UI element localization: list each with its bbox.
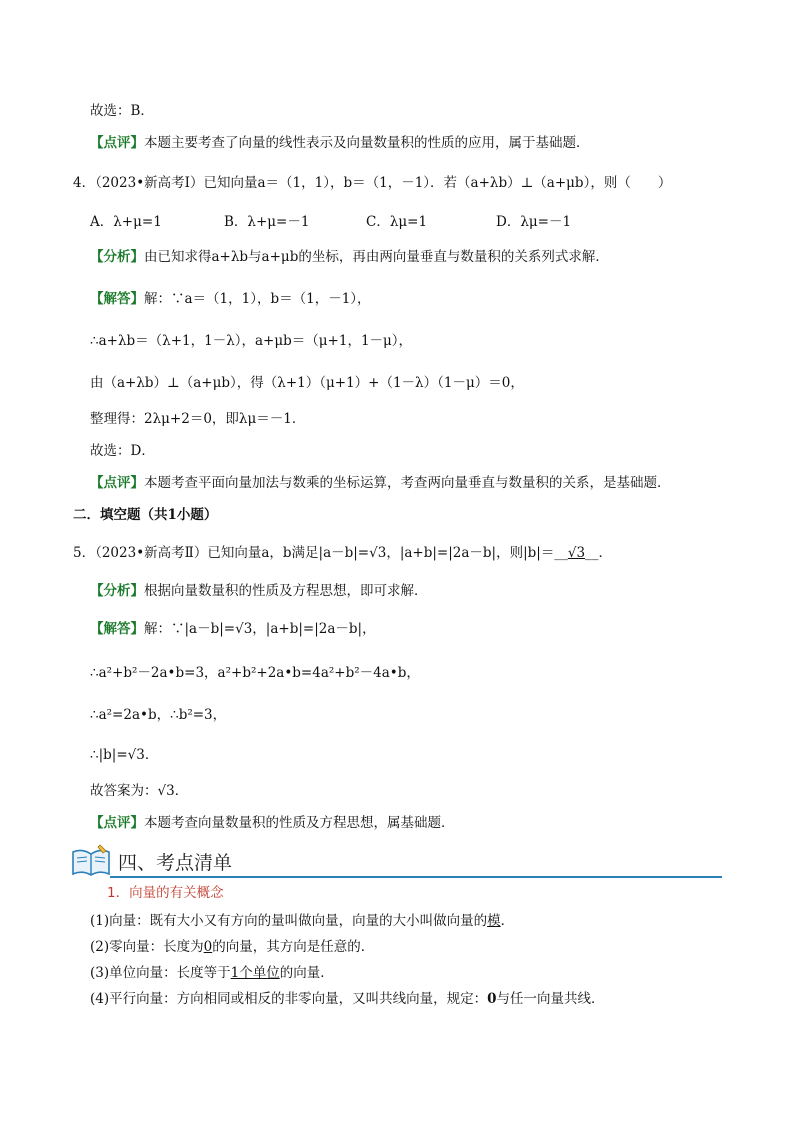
concept-keyword: 1个单位 xyxy=(230,965,280,981)
comment-label: 【点评】 xyxy=(90,475,144,491)
q4-solution-1 xyxy=(90,290,371,308)
concept-keyword: 0 xyxy=(203,939,213,955)
analysis-text: 根据向量数量积的性质及方程思想，即可求解． xyxy=(144,583,428,599)
concept-heading: 1．向量的有关概念 xyxy=(107,885,224,901)
q4-solution-4: 整理得：2λμ+2＝0，即λμ＝－1． xyxy=(90,411,306,427)
section-4-title: 四、考点清单 xyxy=(118,852,233,874)
q3-comment xyxy=(90,134,590,152)
comment-label: 【点评】 xyxy=(90,135,144,151)
concept-keyword: 0 xyxy=(487,991,497,1007)
q5-solution-1 xyxy=(90,620,376,638)
concept-suffix: 的向量，其方向是任意的． xyxy=(212,939,375,955)
comment-text: 本题考查向量数量积的性质及方程思想，属基础题． xyxy=(144,815,455,831)
concept-prefix: (2)零向量：长度为 xyxy=(90,939,204,955)
concept-suffix: ． xyxy=(500,913,515,929)
concept-prefix: (3)单位向量：长度等于 xyxy=(90,965,231,981)
concept-suffix: 的向量． xyxy=(279,965,334,981)
concept-suffix: 与任一向量共线． xyxy=(496,991,605,1007)
q5-stem-text: 5．（2023•新高考Ⅱ）已知向量a，b满足|a－b|=√3，|a+b|=|2a－b|，则|b|＝ xyxy=(73,545,555,561)
q4-option-c: C．λμ=1 xyxy=(366,214,428,230)
concept-item-1 xyxy=(90,912,514,930)
q5-stem-end: ． xyxy=(598,545,613,561)
q4-solution-2: ∴a+λb＝（λ+1，1－λ），a+μb＝（μ+1，1－μ）， xyxy=(90,333,413,349)
concept-item-4 xyxy=(90,990,605,1008)
q4-comment xyxy=(90,474,671,492)
analysis-label: 【分析】 xyxy=(90,249,144,265)
q5-solution-4: ∴|b|=√3． xyxy=(90,747,159,763)
q4-conclusion: 故选：D． xyxy=(90,443,155,459)
comment-label: 【点评】 xyxy=(90,815,144,831)
analysis-text: 由已知求得a+λb与a+μb的坐标，再由两向量垂直与数量积的关系列式求解． xyxy=(144,249,609,265)
q5-stem: 5．（2023•新高考Ⅱ）已知向量a，b满足|a－b|=√3，|a+b|=|2a－b|，则|b|＝__√3__． xyxy=(73,545,613,561)
q4-option-b: B．λ+μ=－1 xyxy=(224,214,310,230)
q5-comment xyxy=(90,814,455,832)
concept-prefix: (1)向量：既有大小又有方向的量叫做向量，向量的大小叫做向量的 xyxy=(90,913,488,929)
q4-analysis xyxy=(90,248,609,266)
solution-text: 解：∵|a－b|=√3，|a+b|=|2a－b|， xyxy=(144,621,376,637)
solution-label: 【解答】 xyxy=(90,291,144,307)
open-book-icon xyxy=(70,842,112,878)
section-4-header xyxy=(70,842,722,878)
q5-solution-3: ∴a²=2a•b，∴b²=3， xyxy=(90,707,227,723)
concept-item-3 xyxy=(90,964,334,982)
q4-solution-3: 由（a+λb）⊥（a+μb），得（λ+1）（μ+1）+（1－λ）（1－μ）＝0， xyxy=(90,375,524,391)
concept-prefix: (4)平行向量：方向相同或相反的非零向量，又叫共线向量，规定： xyxy=(90,991,488,1007)
concept-keyword: 模 xyxy=(487,913,501,929)
q4-option-a: A．λ+μ=1 xyxy=(90,214,162,230)
comment-text: 本题考查平面向量加法与数乘的坐标运算，考查两向量垂直与数量积的关系，是基础题． xyxy=(144,475,671,491)
concept-item-2 xyxy=(90,938,374,956)
q5-solution-2: ∴a²+b²－2a•b=3，a²+b²+2a•b=4a²+b²－4a•b， xyxy=(90,665,420,681)
q5-answer-line: 故答案为：√3． xyxy=(90,783,189,799)
section-divider xyxy=(110,876,722,878)
q5-analysis xyxy=(90,582,428,600)
comment-text: 本题主要考查了向量的线性表示及向量数量积的性质的应用，属于基础题． xyxy=(144,135,590,151)
q4-stem: 4．（2023•新高考Ⅰ）已知向量a＝（1，1），b＝（1，－1）．若（a+λb）⊥（a+μb），则（ ） xyxy=(73,175,672,191)
solution-text: 解：∵a＝（1，1），b＝（1，－1）， xyxy=(144,291,371,307)
q5-answer: √3 xyxy=(567,545,586,561)
q3-conclusion: 故选：B． xyxy=(90,103,154,119)
q4-option-d: D．λμ=－1 xyxy=(496,214,572,230)
section-2-title: 二．填空题（共1小题） xyxy=(73,507,218,523)
solution-label: 【解答】 xyxy=(90,621,144,637)
analysis-label: 【分析】 xyxy=(90,583,144,599)
